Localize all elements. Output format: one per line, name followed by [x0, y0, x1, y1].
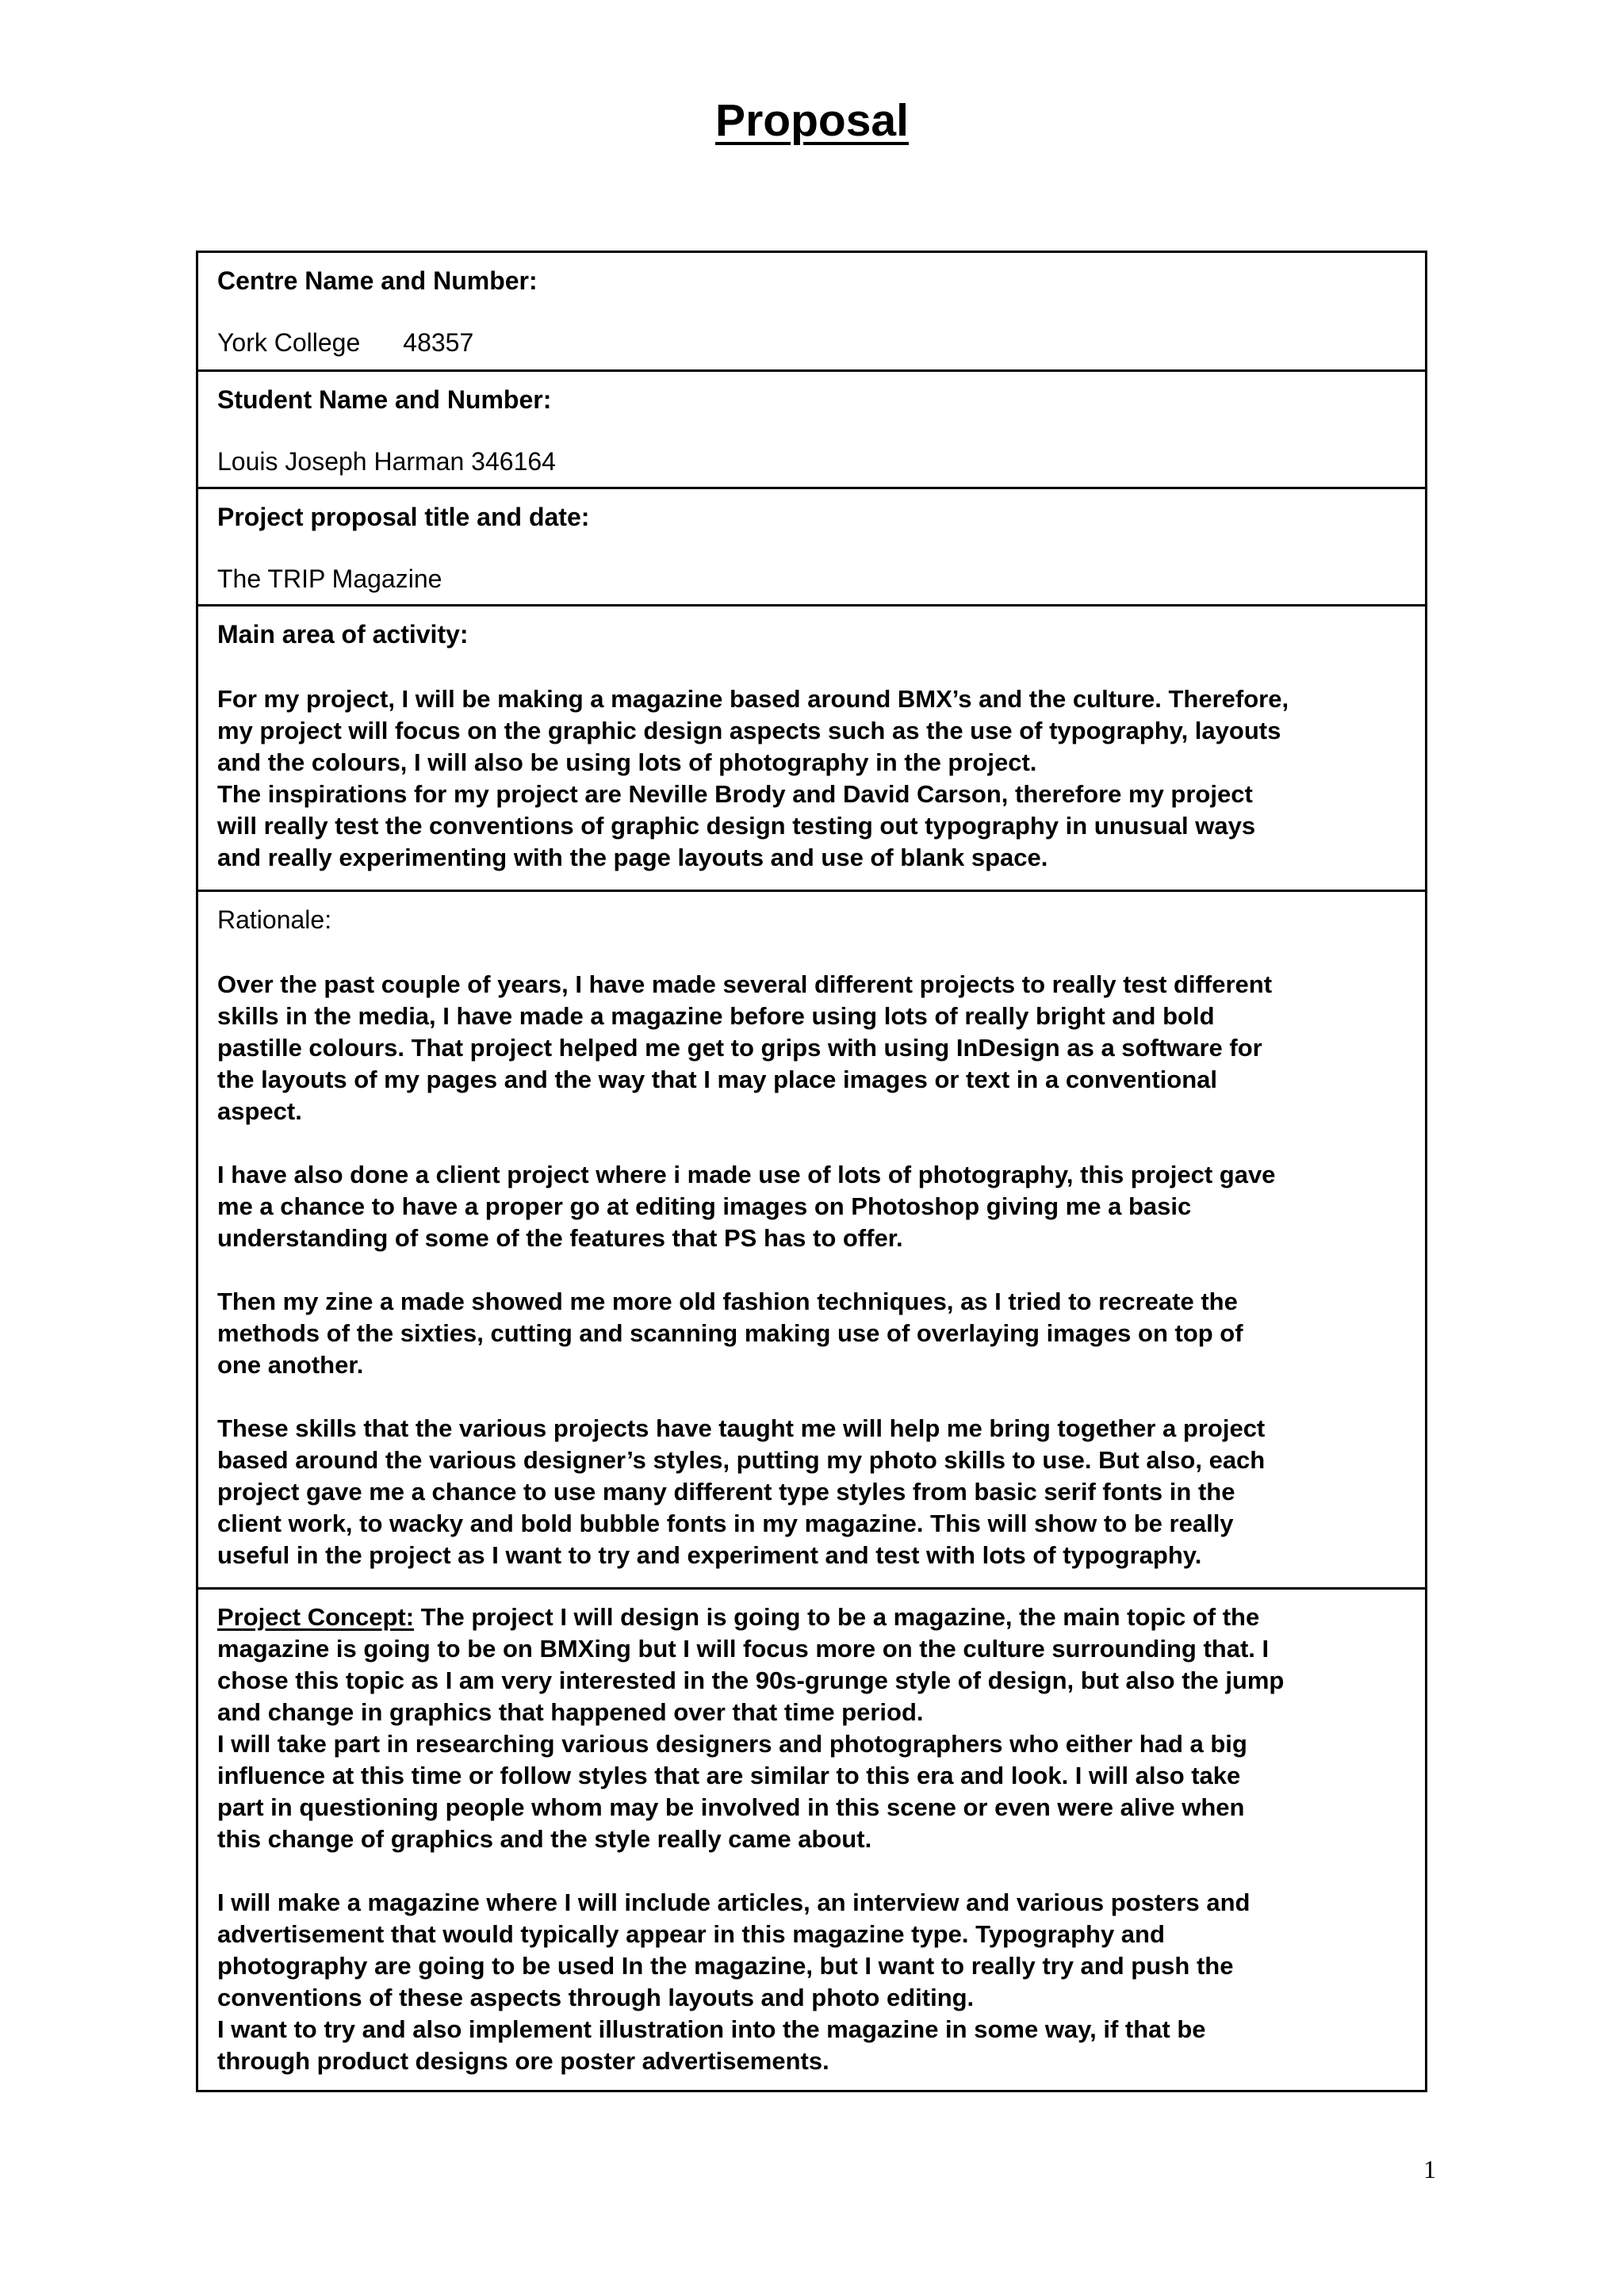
activity-label: Main area of activity: [217, 620, 469, 649]
centre-label: Centre Name and Number: [217, 266, 538, 295]
concept-line: advertisement that would typically appear in this magazine type. Typography and [217, 1920, 1165, 1948]
activity-line: my project will focus on the graphic design aspects such as the use of typography, layouts [217, 717, 1281, 744]
concept-line: influence at this time or follow styles that are similar to this era and look. I will also take [217, 1762, 1241, 1789]
rationale-line: Over the past couple of years, I have made several different projects to really test different [217, 970, 1273, 998]
activity-line: will really test the conventions of graphic design testing out typography in unusual ways [217, 812, 1256, 840]
rationale-line: based around the various designer’s styles, putting my photo skills to use. But also, each [217, 1446, 1266, 1474]
centre-value [217, 327, 1406, 358]
rationale-line: pastille colours. That project helped me get to grips with using InDesign as a software for [217, 1034, 1262, 1062]
rationale-line: client work, to wacky and bold bubble fonts in my magazine. This will show to be really [217, 1510, 1234, 1537]
rationale-line: the layouts of my pages and the way that I may place images or text in a conventional [217, 1066, 1218, 1093]
rationale-line: skills in the media, I have made a magazine before using lots of really bright and bold [217, 1002, 1215, 1030]
concept-line: conventions of these aspects through layouts and photo editing. [217, 1984, 975, 2011]
concept-line: magazine is going to be on BMXing but I will focus more on the culture surrounding that. I [217, 1635, 1270, 1663]
concept-line: I will take part in researching various designers and photographers who either had a big [217, 1730, 1247, 1758]
activity-section [198, 604, 1425, 890]
rationale-label: Rationale: [217, 905, 332, 934]
page-number: 1 [1423, 2155, 1436, 2183]
concept-line: photography are going to be used In the magazine, but I want to really try and push the [217, 1952, 1234, 1980]
student-label: Student Name and Number: [217, 385, 552, 414]
concept-section [198, 1587, 1425, 2090]
activity-line: and the colours, I will also be using lots of photography in the project. [217, 748, 1037, 776]
concept-first-line [217, 1590, 1406, 1633]
concept-line: and change in graphics that happened over that time period. [217, 1698, 924, 1726]
project-title-value: The TRIP Magazine [217, 564, 442, 593]
project-title-section [198, 487, 1425, 604]
rationale-line: understanding of some of the features that PS has to offer. [217, 1224, 903, 1252]
concept-line: this change of graphics and the style really came about. [217, 1825, 872, 1853]
concept-line: I will make a magazine where I will include articles, an interview and various posters and [217, 1888, 1251, 1916]
rationale-section [198, 890, 1425, 1587]
student-value: Louis Joseph Harman 346164 [217, 447, 556, 476]
student-section [198, 369, 1425, 487]
activity-line: and really experimenting with the page layouts and use of blank space. [217, 844, 1048, 871]
rationale-line: me a chance to have a proper go at editing images on Photoshop giving me a basic [217, 1192, 1192, 1220]
concept-line: part in questioning people whom may be involved in this scene or even were alive when [217, 1793, 1245, 1821]
project-title-label: Project proposal title and date: [217, 503, 590, 531]
rationale-line: aspect. [217, 1097, 302, 1125]
activity-body [217, 683, 1406, 874]
rationale-line: one another. [217, 1351, 364, 1379]
concept-line: chose this topic as I am very interested in the 90s-grunge style of design, but also the jump [217, 1667, 1285, 1694]
page-title: Proposal [715, 95, 909, 146]
centre-number: 48357 [403, 328, 474, 357]
concept-first-line-text: The project I will design is going to be a magazine, the main topic of the [414, 1603, 1260, 1631]
proposal-form-table [196, 251, 1427, 2092]
rationale-line: These skills that the various projects have taught me will help me bring together a project [217, 1414, 1266, 1442]
rationale-line: project gave me a chance to use many different type styles from basic serif fonts in the [217, 1478, 1235, 1506]
activity-line: For my project, I will be making a magazine based around BMX’s and the culture. Therefore, [217, 685, 1289, 713]
rationale-body [217, 969, 1406, 1571]
rationale-line: methods of the sixties, cutting and scanning making use of overlaying images on top of [217, 1319, 1243, 1347]
rationale-line: useful in the project as I want to try and experiment and test with lots of typography. [217, 1541, 1202, 1569]
rationale-line: I have also done a client project where i made use of lots of photography, this project gave [217, 1161, 1276, 1188]
activity-line: The inspirations for my project are Neville Brody and David Carson, therefore my project [217, 780, 1253, 808]
rationale-line: Then my zine a made showed me more old fashion techniques, as I tried to recreate the [217, 1288, 1238, 1315]
concept-line: I want to try and also implement illustration into the magazine in some way, if that be [217, 2015, 1206, 2043]
concept-label: Project Concept: [217, 1603, 415, 1631]
concept-line: through product designs ore poster advertisements. [217, 2047, 829, 2075]
centre-name: York College [217, 328, 361, 357]
centre-section [198, 253, 1425, 369]
